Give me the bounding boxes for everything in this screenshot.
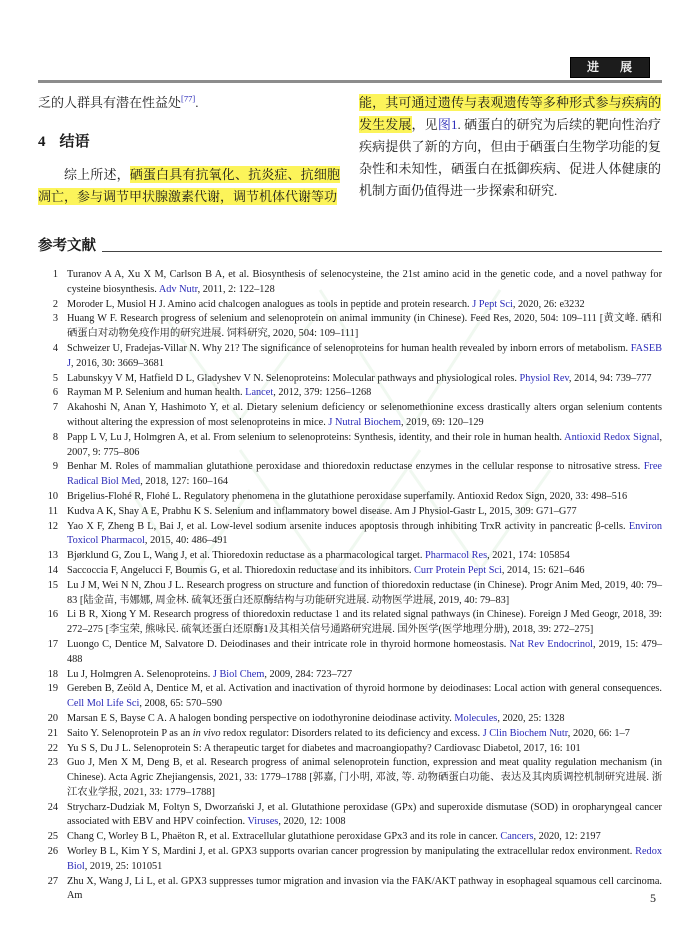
reference-segment: Lu J, Holmgren A. Selenoproteins. — [67, 668, 213, 680]
reference-segment: Zhu X, Wang J, Li L, et al. GPX3 suppresses tumor migration and invasion via the FAK/AKT pathway in esophageal squamous cell carcinoma. Am — [67, 875, 662, 902]
reference-item — [38, 830, 662, 845]
reference-segment: Chang C, Worley B L, Phaëton R, et al. Extracellular glutathione peroxidase GPx3 and its role in cancer. — [67, 831, 501, 843]
reference-text — [67, 727, 662, 742]
reference-text — [67, 520, 662, 550]
highlighted-text-left: 硒蛋白具有抗氧化、抗炎症、抗细胞凋亡，参与调节甲状腺激素代谢，调节机体代谢等功 — [38, 167, 340, 204]
paragraph-tail: . 硒蛋白的研究为后续的靶向性治疗疾病提供了新的方向，但由于硒蛋白生物学功能的复杂性和未知性，硒蛋白在抵御疾病、促进人体健康的机制方面仍值得进一步探索和研究. — [359, 117, 661, 198]
reference-text — [67, 431, 662, 461]
journal-link[interactable]: Pharmacol Res — [425, 550, 488, 562]
reference-number: 14 — [47, 564, 58, 576]
reference-text — [67, 756, 662, 800]
reference-text — [67, 830, 662, 845]
reference-segment: , 2007, 9: 775–806 — [67, 431, 663, 458]
references-heading-rule — [102, 251, 662, 252]
reference-segment: Benhar M. Roles of mammalian glutathione peroxidase and thioredoxin reductase enzymes in the cellular response to nitrosative stress. — [67, 461, 644, 473]
carryover-period: . — [195, 95, 199, 110]
reference-segment: Huang W F. Research progress of selenium and selenoprotein on animal immunity (in Chinese). Feed Res, 2020, 504: 109–111 [黄文峰. 硒和硒蛋白对动物免疫作用的研究进展. 饲料研究, 2020, 504: 109–111] — [67, 313, 662, 340]
reference-number: 24 — [47, 801, 58, 813]
reference-item — [38, 638, 662, 668]
journal-link[interactable]: FASEB J — [67, 342, 662, 369]
reference-number: 10 — [47, 490, 58, 502]
reference-segment: Kudva A K, Shay A E, Prabhu K S. Selenium and inflammatory bowel disease. Am J Physiol-Gastr L, 2015, 309: G71–G77 — [67, 505, 577, 517]
references-heading — [38, 234, 662, 255]
reference-item — [38, 268, 662, 298]
journal-link[interactable]: Adv Nutr — [158, 283, 198, 295]
reference-number: 7 — [52, 402, 58, 414]
reference-segment: Lu J M, Wei N N, Zhou J L. Research progress on structure and function of thioredoxin reductase (in Chinese). Progr Anim Med, 2019, 40: 79–83 [陆金苗, 韦娜娜, 周金林. 硫氧还蛋白还原酶结构与功能研究进展. 动物医学进展, 2019, 40: 79–83] — [67, 579, 662, 606]
reference-text — [67, 579, 662, 609]
reference-text — [67, 638, 662, 668]
reference-segment: Moroder L, Musiol H J. Amino acid chalcogen analogues as tools in peptide and protein research. — [67, 298, 473, 310]
reference-segment: Guo J, Men X M, Deng B, et al. Research progress of animal selenoprotein function, expression and meat quality regulation mechanism (in Chinese). Acta Agric Zhejiangensis, 2021, 33: 1779–1788 [郭嘉, 门小明, 邓波, 等. 动物硒蛋白功能、表达及其肉质调控机制研究进展. 浙江农业学报, 2021, 33: 1779–1788] — [67, 757, 662, 798]
reference-segment: Worley B L, Kim Y S, Mardini J, et al. GPX3 supports ovarian cancer progression by manipulating the extracellular redox environment. — [67, 846, 636, 858]
reference-text — [67, 608, 662, 638]
reference-number: 2 — [52, 298, 58, 310]
journal-link[interactable]: Lancet — [245, 387, 274, 399]
reference-item — [38, 682, 662, 712]
reference-item — [38, 549, 662, 564]
journal-link[interactable]: Physiol Rev — [519, 372, 569, 384]
header-section-badge: 进 展 — [570, 57, 650, 78]
reference-segment: , 2019, 69: 120–129 — [401, 416, 484, 428]
journal-link[interactable]: Redox Biol — [67, 846, 662, 872]
reference-number: 1 — [52, 269, 58, 280]
reference-number: 9 — [52, 461, 58, 473]
reference-number: 27 — [47, 875, 58, 887]
reference-text — [67, 668, 662, 683]
reference-segment: , 2020, 26: e3232 — [512, 298, 585, 310]
reference-number: 16 — [47, 609, 58, 621]
reference-number: 22 — [47, 742, 58, 754]
reference-segment: Yao X F, Zheng B L, Bai J, et al. Low-level sodium arsenite induces apoptosis through inhibiting TrxR activity in pancreatic β-cells. — [67, 520, 629, 532]
reference-segment: Rayman M P. Selenium and human health. — [67, 387, 246, 399]
reference-segment: Strycharz-Dudziak M, Foltyn S, Dworzański J, et al. Glutathione peroxidase (GPx) and superoxide dismutase (SOD) in oropharyngeal cancer associated with EBV and HPV coinfection. — [67, 801, 662, 828]
reference-segment: Luongo C, Dentice M, Salvatore D. Deiodinases and their intricate role in thyroid hormone homeostasis. — [67, 638, 510, 650]
journal-link[interactable]: Cell Mol Life Sci — [67, 698, 140, 710]
journal-link[interactable]: Environ Toxicol Pharmacol — [67, 520, 662, 547]
figure-1-link[interactable]: 图1 — [437, 117, 458, 132]
paragraph-mid: ，见 — [411, 117, 438, 132]
page-content — [38, 0, 662, 904]
reference-item — [38, 460, 662, 490]
reference-item — [38, 372, 662, 387]
reference-text — [67, 682, 662, 712]
reference-number: 3 — [52, 313, 58, 325]
reference-number: 19 — [47, 683, 58, 695]
reference-number: 11 — [48, 505, 58, 517]
reference-number: 4 — [52, 342, 58, 354]
journal-link[interactable]: J Pept Sci — [472, 298, 513, 310]
reference-number: 17 — [47, 638, 58, 650]
reference-segment: , 2012, 379: 1256–1268 — [273, 387, 372, 399]
reference-number: 8 — [52, 431, 58, 443]
reference-segment: , 2014, 15: 621–646 — [501, 564, 585, 576]
reference-item — [38, 668, 662, 683]
carryover-text: 乏的人群具有潜在性益处 — [38, 95, 182, 110]
reference-text — [67, 712, 662, 727]
reference-segment: , 2016, 30: 3669–3681 — [71, 357, 164, 369]
reference-segment: Brigelius-Flohé R, Flohé L. Regulatory phenomena in the glutathione peroxidase superfamily. Antioxid Redox Sign, 2020, 33: 498–516 — [67, 490, 628, 502]
reference-item — [38, 564, 662, 579]
reference-number: 5 — [52, 372, 58, 384]
reference-segment: Yu S S, Du J L. Selenoprotein S: A therapeutic target for diabetes and macroangiopathy? Cardiovasc Diabetol, 2017, 16: 101 — [67, 742, 581, 754]
reference-segment: , 2019, 25: 101051 — [84, 860, 163, 872]
reference-item — [38, 845, 662, 875]
reference-number: 13 — [47, 550, 58, 562]
reference-segment: , 2008, 65: 570–590 — [139, 698, 223, 710]
page-number: 5 — [650, 891, 656, 905]
reference-text — [67, 460, 662, 490]
reference-item — [38, 579, 662, 609]
reference-item — [38, 505, 662, 520]
reference-number: 12 — [47, 520, 58, 532]
reference-segment: , 2020, 12: 1008 — [278, 816, 346, 828]
reference-text — [67, 801, 662, 831]
reference-item — [38, 742, 662, 757]
reference-segment: , 2014, 94: 739–777 — [568, 372, 652, 384]
reference-number: 15 — [47, 579, 58, 591]
reference-segment: , 2015, 40: 486–491 — [144, 535, 228, 547]
reference-item — [38, 342, 662, 372]
journal-link[interactable]: Viruses — [247, 816, 279, 828]
journal-link[interactable]: J Clin Biochem Nutr — [482, 727, 568, 739]
reference-item — [38, 312, 662, 342]
reference-item — [38, 875, 662, 905]
reference-text — [67, 298, 662, 313]
reference-item — [38, 490, 662, 505]
reference-item — [38, 401, 662, 431]
reference-text — [67, 312, 662, 342]
reference-segment: , 2018, 127: 160–164 — [140, 476, 229, 488]
reference-text — [67, 845, 662, 875]
journal-link[interactable]: J Nutral Biochem — [328, 416, 402, 428]
journal-link[interactable]: Free Radical Biol Med — [67, 461, 662, 488]
reference-item — [38, 608, 662, 638]
reference-text — [67, 505, 662, 520]
conclusion-paragraph-left — [38, 164, 340, 208]
reference-number: 21 — [47, 727, 58, 739]
reference-item — [38, 520, 662, 550]
references-heading-label: 参考文献 — [38, 238, 96, 254]
reference-segment: Li B R, Xiong Y M. Research progress of thioredoxin reductase 1 and its related signal pathways (in Chinese). Foreign J Med Geogr, 2018, 39: 272–275 [李宝荣, 熊咏民. 硫氧还蛋白还原酶1及其相关信号通路研究进展. 国外医学(医学地理分册), 2018, 39: 272–275] — [67, 609, 662, 636]
reference-segment: Akahoshi N, Anan Y, Hashimoto Y, et al. Dietary selenium deficiency or selenomethionine excess drastically alters organ selenium contents without altering the expression of most selenoproteins in mice. — [67, 402, 662, 428]
reference-segment: , 2020, 12: 2197 — [533, 831, 601, 843]
reference-text — [67, 342, 662, 372]
reference-segment: , 2011, 2: 122–128 — [197, 283, 275, 295]
conclusion-paragraph-right — [359, 92, 661, 202]
reference-text — [67, 401, 662, 431]
reference-text — [67, 490, 662, 505]
section-title: 结语 — [59, 134, 90, 150]
reference-item — [38, 298, 662, 313]
highlighted-text-right: 能，其可通过遗传与表观遗传等多种形式参与疾病的发生发展 — [359, 95, 661, 132]
reference-item — [38, 801, 662, 831]
journal-link[interactable]: Antioxid Redox Signal — [564, 431, 660, 443]
reference-list — [38, 268, 662, 904]
section-heading — [38, 131, 340, 153]
reference-number: 20 — [47, 712, 58, 724]
reference-text — [67, 386, 662, 401]
reference-segment: Marsan E S, Bayse C A. A halogen bonding perspective on iodothyronine deiodinase activity. — [67, 712, 455, 724]
reference-segment: , 2021, 174: 105854 — [487, 550, 570, 562]
conclusion-section — [38, 92, 662, 208]
reference-text — [67, 742, 662, 757]
journal-link[interactable]: Nat Rev Endocrinol — [509, 638, 594, 650]
reference-segment: Papp L V, Lu J, Holmgren A, et al. From selenium to selenoproteins: Synthesis, identity, and their role in human health. — [67, 431, 565, 443]
paragraph-lead: 综上所述， — [64, 167, 130, 182]
reference-segment: , 2020, 25: 1328 — [497, 712, 565, 724]
reference-number: 26 — [47, 846, 58, 858]
reference-segment: Saccoccia F, Angelucci F, Boumis G, et al. Thioredoxin reductase and its inhibitors. — [67, 564, 415, 576]
reference-segment: Bjørklund G, Zou L, Wang J, et al. Thioredoxin reductase as a pharmacological target. — [67, 550, 426, 562]
italic-term: in vivo — [192, 727, 221, 739]
reference-item — [38, 756, 662, 800]
reference-segment: Gereben B, Zeöld A, Dentice M, et al. Activation and inactivation of thyroid hormone by deiodinases: Local action with general consequences. — [67, 683, 662, 695]
reference-item — [38, 431, 662, 461]
reference-text — [67, 268, 662, 298]
reference-text — [67, 549, 662, 564]
reference-text — [67, 564, 662, 579]
citation-77-link[interactable]: [77] — [181, 93, 196, 104]
reference-segment: , 2019, 15: 479–488 — [67, 638, 663, 665]
reference-number: 6 — [52, 387, 58, 399]
reference-text — [67, 372, 662, 387]
journal-link[interactable]: J Biol Chem — [212, 668, 265, 680]
reference-segment: Saito Y. Selenoprotein P as an — [67, 727, 193, 739]
reference-segment: Labunskyy V M, Hatfield D L, Gladyshev V N. Selenoproteins: Molecular pathways and physiological roles. — [67, 372, 520, 384]
reference-segment: Schweizer U, Fradejas-Villar N. Why 21? The significance of selenoproteins for human health revealed by inborn errors of metabolism. — [67, 342, 631, 354]
reference-number: 18 — [47, 668, 58, 680]
section-number: 4 — [38, 134, 46, 150]
reference-number: 23 — [47, 757, 58, 769]
reference-segment: redox regulator: Disorders related to its deficiency and excess. — [220, 727, 483, 739]
reference-segment: , 2020, 66: 1–7 — [567, 727, 630, 739]
right-column — [359, 92, 661, 208]
reference-number: 25 — [47, 831, 58, 843]
reference-segment: , 2009, 284: 723–727 — [264, 668, 353, 680]
reference-item — [38, 727, 662, 742]
reference-segment: Turanov A A, Xu X M, Carlson B A, et al. Biosynthesis of selenocysteine, the 21st amino acid in the genetic code, and a novel pathway for cysteine biosynthesis. — [67, 269, 662, 295]
reference-item — [38, 386, 662, 401]
journal-link[interactable]: Curr Protein Pept Sci — [414, 564, 502, 576]
left-column — [38, 92, 340, 208]
reference-item — [38, 712, 662, 727]
journal-link[interactable]: Molecules — [454, 712, 498, 724]
journal-link[interactable]: Cancers — [500, 831, 534, 843]
carryover-paragraph — [38, 92, 340, 114]
reference-text — [67, 875, 662, 905]
